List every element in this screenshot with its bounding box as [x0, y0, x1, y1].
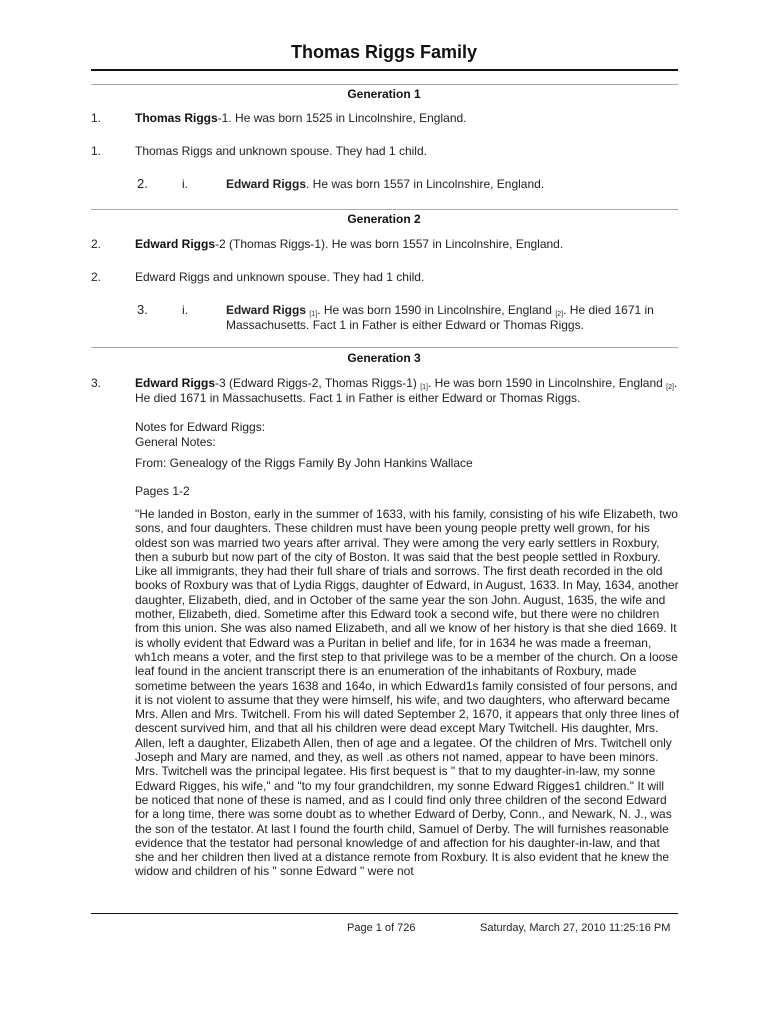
person-details: -3 (Edward Riggs-2, Thomas Riggs-1): [215, 376, 421, 390]
entry-number: 3.: [91, 376, 102, 390]
notes-heading: Notes for Edward Riggs:: [135, 420, 266, 434]
child-details: . He was born 1590 in Lincolnshire, England: [317, 303, 552, 317]
child-entry: [226, 303, 676, 333]
general-notes-label: General Notes:: [135, 434, 216, 449]
family-entry: Edward Riggs and unknown spouse. They had 1 child.: [135, 270, 425, 284]
notes-body: "He landed in Boston, early in the summer of 1633, with his family, consisting of his wife Elizabeth, two sons, and four daughters. These children must have been young people pretty well grown, for his oldest son was married two years after arrival. They were among the very early settlers in Roxbury, then a suburb but now part of the city of Boston. It was said that the best people settled in Roxbury. Like all immigrants, they had their full share of trials and sorrows. The first death recorded in the old books of Roxbury was that of Lydia Riggs, daughter of Edward, in August, 1633. In May, 1634, another daughter, Elizabeth, died, and in October of the same year the son John. August, 1635, the wife and mother, Elizabeth, died. Sometime after this Edward took a second wife, but there were no children from this union. She was also named Elizabeth, and all we know of her history is that she died 1669. It is wholly evident that Edward was a Puritan in belief and life, for in 1634 he was made a freeman, wh1ch means a voter, and the first step to that privilege was to be a member of the church. On a loose leaf found in the ancient transcript there is an enumeration of the inhabitants of Roxbury, made sometime between the years 1638 and 164o, in which Edward1s family consisted of four persons, and it is not violent to assume that they were himself, his wife, and two daughters, who afterward became Mrs. Allen and Mrs. Twitchell. From his will dated September 2, 1670, it appears that only three lines of descent survived him, and that all his children were dead except Mary Twitchell. His daughter, Mrs. Allen, left a daughter, Elizabeth Allen, then of age and a legatee. Of the children of Mrs. Twitchell only Joseph and Mary are named, and they, as well .as others not named, appear to have been minors. Mrs. Twitchell was the principal legatee. His first bequest is " that to my daughter-in-law, my sonne Edward Rigges, his wife," and "to my four grandchildren, my sonne Edward Rigges1 children." It will be noticed that none of these is named, and as I could find only three children of the second Edward for a long time, there was some doubt as to whether Edward of Derby, Conn., and Newark, N. J., was the son of the testator. At last I found the fourth child, Samuel of Derby. The will furnishes reasonable evidence that the testator had personal knowledge of and affection for his daughter-in-law, and that she and her children then lived at a distance remote from Roxbury. It is also evident that he knew the widow and children of his " sonne Edward " were not: [135, 507, 680, 879]
child-details: . He was born 1557 in Lincolnshire, England.: [306, 177, 545, 191]
person-name: Edward Riggs: [135, 376, 216, 390]
source-ref[interactable]: [1]: [420, 384, 428, 391]
footer-divider: [91, 913, 678, 914]
person-details: . He died 1671 in Massachusetts. Fact 1 in Father is either Edward or Thomas Riggs.: [135, 376, 678, 405]
source-ref[interactable]: [2]: [666, 384, 674, 391]
print-date: Saturday, March 27, 2010 11:25:16 PM: [480, 922, 671, 934]
generation-heading: Generation 3: [347, 351, 421, 365]
source-ref[interactable]: [1]: [309, 311, 318, 318]
family-number: 1.: [91, 144, 102, 158]
section-divider: [91, 84, 678, 85]
section-divider: [91, 209, 678, 210]
section-divider: [91, 347, 678, 348]
source-line: From: Genealogy of the Riggs Family By John Hankins Wallace: [135, 456, 473, 470]
child-name: Edward Riggs: [226, 303, 307, 317]
child-entry: [226, 177, 676, 192]
title-divider: [91, 69, 678, 71]
person-details: -2 (Thomas Riggs-1). He was born 1557 in Lincolnshire, England.: [215, 237, 564, 251]
entry-number: 1.: [91, 111, 102, 125]
person-entry: [135, 376, 680, 406]
generation-heading: Generation 1: [347, 87, 421, 101]
page-number: Page 1 of 726: [347, 922, 416, 934]
entry-number: 2.: [91, 237, 102, 251]
family-number: 2.: [91, 270, 102, 284]
pages-line: Pages 1-2: [135, 484, 190, 498]
person-details: -1. He was born 1525 in Lincolnshire, England.: [217, 111, 467, 125]
generation-heading: Generation 2: [347, 212, 421, 226]
child-name: Edward Riggs: [226, 177, 307, 191]
person-details: . He was born 1590 in Lincolnshire, England: [428, 376, 663, 390]
child-number: 2.: [137, 176, 148, 191]
person-name: Edward Riggs: [135, 237, 216, 251]
person-entry: [135, 237, 680, 252]
child-roman: i.: [182, 303, 188, 317]
family-entry: Thomas Riggs and unknown spouse. They had 1 child.: [135, 144, 427, 158]
child-number: 3.: [137, 302, 148, 317]
person-entry: [135, 111, 680, 126]
source-ref[interactable]: [2]: [555, 311, 564, 318]
notes-header: [135, 420, 680, 449]
child-details: . He died 1671 in Massachusetts. Fact 1 in Father is either Edward or Thomas Riggs.: [226, 303, 654, 332]
page-title: Thomas Riggs Family: [290, 42, 478, 62]
child-roman: i.: [182, 177, 188, 191]
person-name: Thomas Riggs: [135, 111, 218, 125]
